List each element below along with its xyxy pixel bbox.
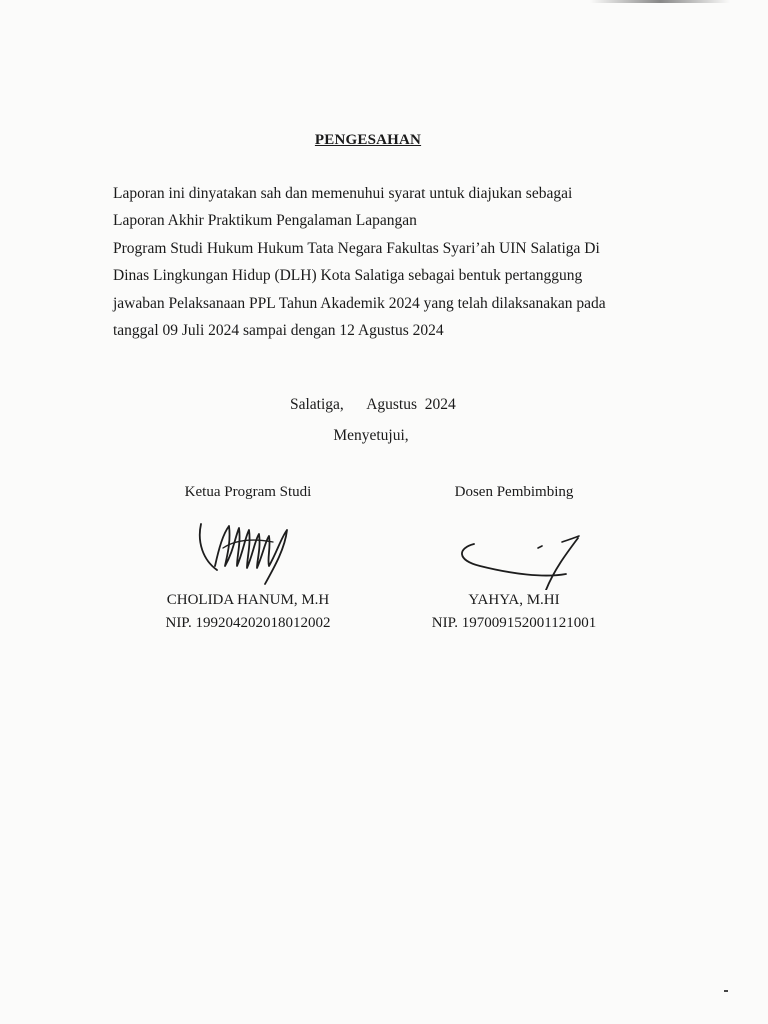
signatory-nip: NIP. 197009152001121001 [431,615,597,631]
statement-line: tanggal 09 Juli 2024 sampai dengan 12 Agustus 2024 [113,322,444,340]
signatory-nip: NIP. 199204202018012002 [165,615,331,631]
handwritten-signature-left [193,508,303,590]
statement-line: Dinas Lingkungan Hidup (DLH) Kota Salatiga sebagai bentuk pertanggung [113,267,583,285]
signatory-name: CHOLIDA HANUM, M.H [166,592,330,608]
signatory-role: Ketua Program Studi [184,484,312,500]
statement-line: Program Studi Hukum Hukum Tata Negara Fakultas Syari’ah UIN Salatiga Di [113,239,600,257]
approval-label: Menyetujui, [333,427,409,444]
approval-statement [113,180,613,344]
statement-line: Laporan ini dinyatakan sah dan memenuhui syarat untuk diajukan sebagai [113,185,573,202]
signatory-head-of-program [128,484,368,632]
signatory-supervisor [394,484,634,632]
scan-edge-shadow [590,0,730,3]
place-and-date: Salatiga, Agustus 2024 [290,396,456,413]
statement-line: Laporan Akhir Praktikum Pengalaman Lapangan [113,212,417,230]
signatory-role: Dosen Pembimbing [454,484,574,500]
signatory-name: YAHYA, M.HI [468,592,560,608]
statement-line: jawaban Pelaksanaan PPL Tahun Akademik 2024 yang telah dilaksanakan pada [113,294,606,312]
page-title: PENGESAHAN [314,132,422,148]
handwritten-signature-right [434,508,594,590]
scan-speck [724,990,728,992]
